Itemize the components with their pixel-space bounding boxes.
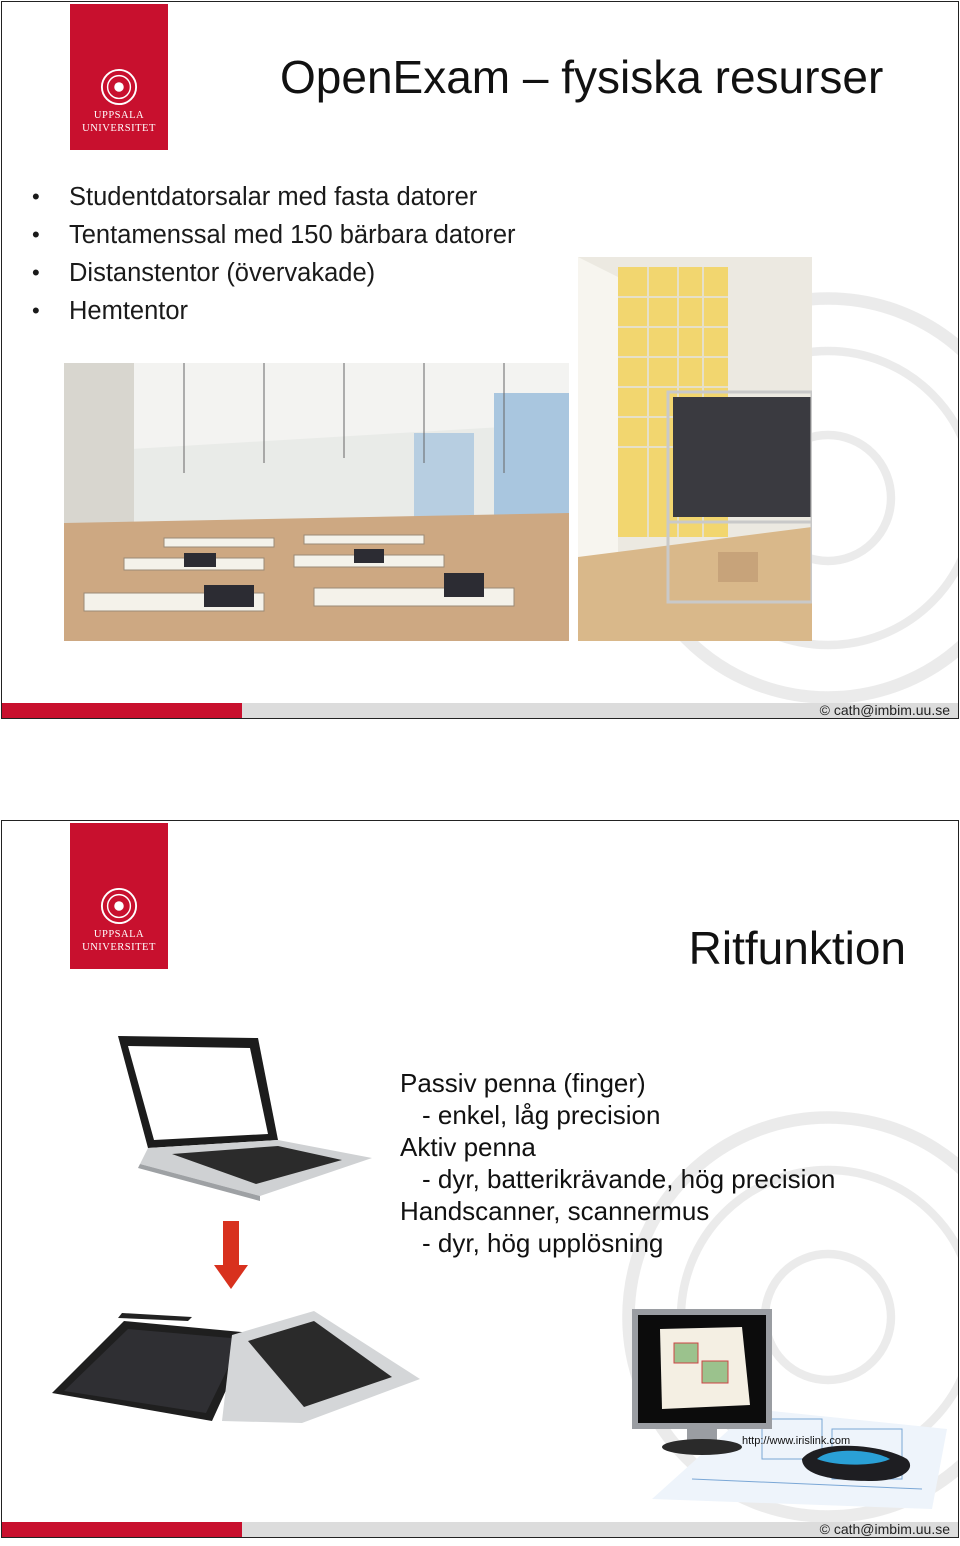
laptop-cart-photo [578, 257, 812, 641]
exam-hall-photo [64, 363, 569, 641]
logo-line-1: UPPSALA [93, 929, 145, 940]
seal-icon [100, 887, 138, 925]
bullet-item: • Tentamenssal med 150 bärbara datorer [32, 216, 516, 254]
logo-line-2: UNIVERSITET [82, 123, 156, 134]
logo-line-1: UPPSALA [93, 110, 145, 121]
bullet-item: • Hemtentor [32, 292, 516, 330]
logo-line-2: UNIVERSITET [82, 942, 156, 953]
feature-heading: Handscanner, scannermus [400, 1196, 710, 1226]
feature-heading: Passiv penna (finger) [400, 1068, 646, 1098]
bullet-item: • Distanstentor (övervakade) [32, 254, 516, 292]
copyright-text: © cath@imbim.uu.se [819, 1521, 950, 1537]
copyright-text: © cath@imbim.uu.se [819, 702, 950, 718]
feature-detail: - dyr, hög upplösning [422, 1228, 664, 1258]
slide-title: OpenExam – fysiska resurser [280, 51, 884, 103]
feature-heading: Aktiv penna [400, 1132, 536, 1162]
feature-detail: - enkel, låg precision [422, 1100, 661, 1130]
slide-title: Ritfunktion [688, 922, 906, 974]
feature-detail: - dyr, batterikrävande, hög precision [422, 1164, 836, 1194]
uppsala-logo [70, 823, 168, 969]
tablet-mode-illustration [52, 1311, 420, 1441]
arrow-down-icon [214, 1221, 248, 1289]
source-link[interactable]: http://www.irislink.com [742, 1435, 851, 1447]
footer-bar [2, 703, 959, 718]
bullet-item: • Studentdatorsalar med fasta datorer [32, 178, 516, 216]
scanner-mouse-illustration [632, 1309, 947, 1509]
seal-icon [100, 68, 138, 106]
feature-list [400, 1067, 835, 1259]
bullet-list [32, 178, 516, 330]
footer-accent [2, 1522, 242, 1537]
laptop-illustration [110, 1036, 374, 1201]
footer-bar [2, 1522, 959, 1537]
slide-2 [1, 820, 959, 1538]
slide-1 [1, 1, 959, 719]
footer-accent [2, 703, 242, 718]
uppsala-logo [70, 4, 168, 150]
